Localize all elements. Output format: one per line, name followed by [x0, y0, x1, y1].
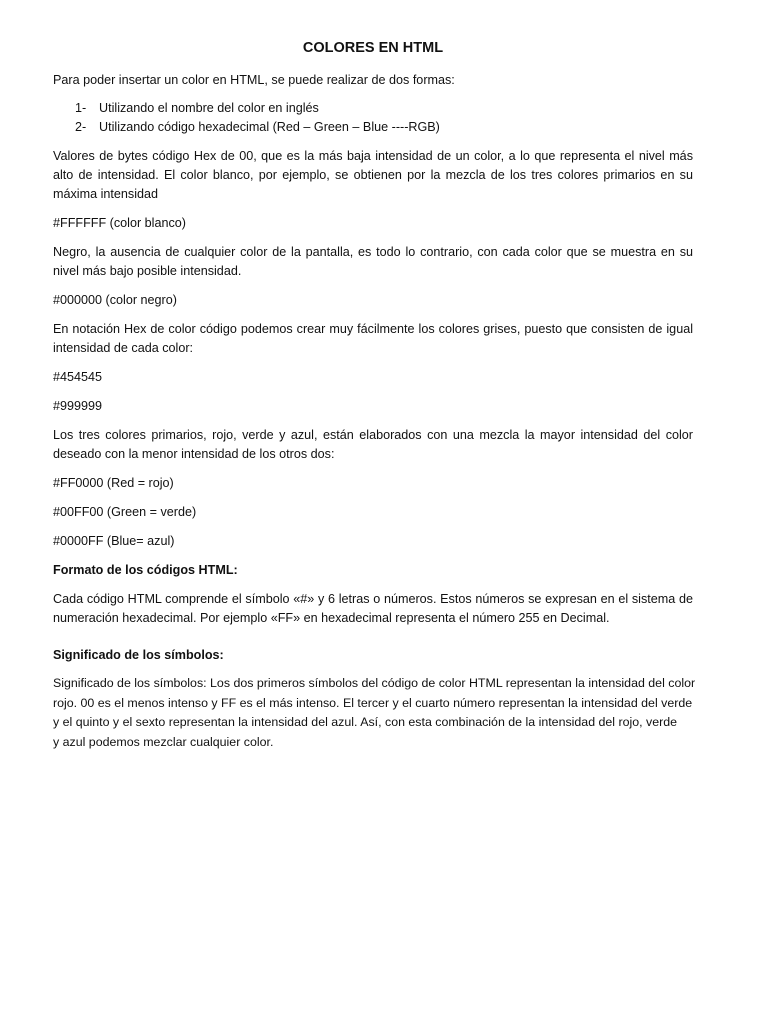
black-code: #000000 (color negro)	[53, 293, 177, 307]
white-code: #FFFFFF (color blanco)	[53, 216, 186, 230]
symbols-line: y el quinto y el sexto representan la intensidad del azul. Así, con esta combinación de la intensidad del rojo, verde	[53, 715, 678, 729]
symbols-line: Significado de los símbolos: Los dos primeros símbolos del código de color HTML representan la intensidad del color	[53, 676, 696, 690]
bytes-paragraph: Valores de bytes código Hex de 00, que es la más baja intensidad de un color, a lo que representa el nivel más alto de intensidad. El color blanco, por ejemplo, se obtienen por la mezcla de los tres colores primarios en su máxima intensidad	[53, 149, 693, 201]
symbols-paragraph	[53, 674, 696, 752]
list-text: Utilizando código hexadecimal (Red – Green – Blue ----RGB)	[99, 120, 440, 134]
document-title: COLORES EN HTML	[302, 40, 444, 56]
blue-code: #0000FF (Blue= azul)	[53, 534, 175, 548]
intro-paragraph: Para poder insertar un color en HTML, se puede realizar de dos formas:	[53, 73, 455, 87]
black-paragraph: Negro, la ausencia de cualquier color de la pantalla, es todo lo contrario, con cada color que se muestra en su nivel más bajo posible intensidad.	[53, 245, 693, 278]
format-paragraph: Cada código HTML comprende el símbolo «#» y 6 letras o números. Estos números se expresan en el sistema de numeración hexadecimal. Por ejemplo «FF» en hexadecimal representa el número 255 en Decimal.	[53, 592, 693, 625]
list-number: 1-	[75, 101, 87, 115]
grays-paragraph: En notación Hex de color código podemos crear muy fácilmente los colores grises, puesto que consisten de igual intensidad de cada color:	[53, 322, 693, 355]
list-item	[75, 118, 675, 137]
list-item	[75, 99, 675, 118]
list-number: 2-	[75, 120, 87, 134]
list-text: Utilizando el nombre del color en inglés	[99, 101, 319, 115]
red-code: #FF0000 (Red = rojo)	[53, 476, 174, 490]
gray-code-1: #454545	[53, 370, 103, 384]
symbols-heading: Significado de los símbolos:	[53, 648, 224, 662]
format-heading: Formato de los códigos HTML:	[53, 563, 238, 577]
gray-code-2: #999999	[53, 399, 103, 413]
primaries-paragraph: Los tres colores primarios, rojo, verde y azul, están elaborados con una mezcla la mayor intensidad del color deseado con la menor intensidad de los otros dos:	[53, 428, 693, 461]
symbols-line: rojo. 00 es el menos intenso y FF es el más intenso. El tercer y el cuarto número representan la intensidad del verde	[53, 695, 693, 710]
green-code: #00FF00 (Green = verde)	[53, 505, 197, 519]
symbols-line: y azul podemos mezclar cualquier color.	[53, 734, 274, 749]
